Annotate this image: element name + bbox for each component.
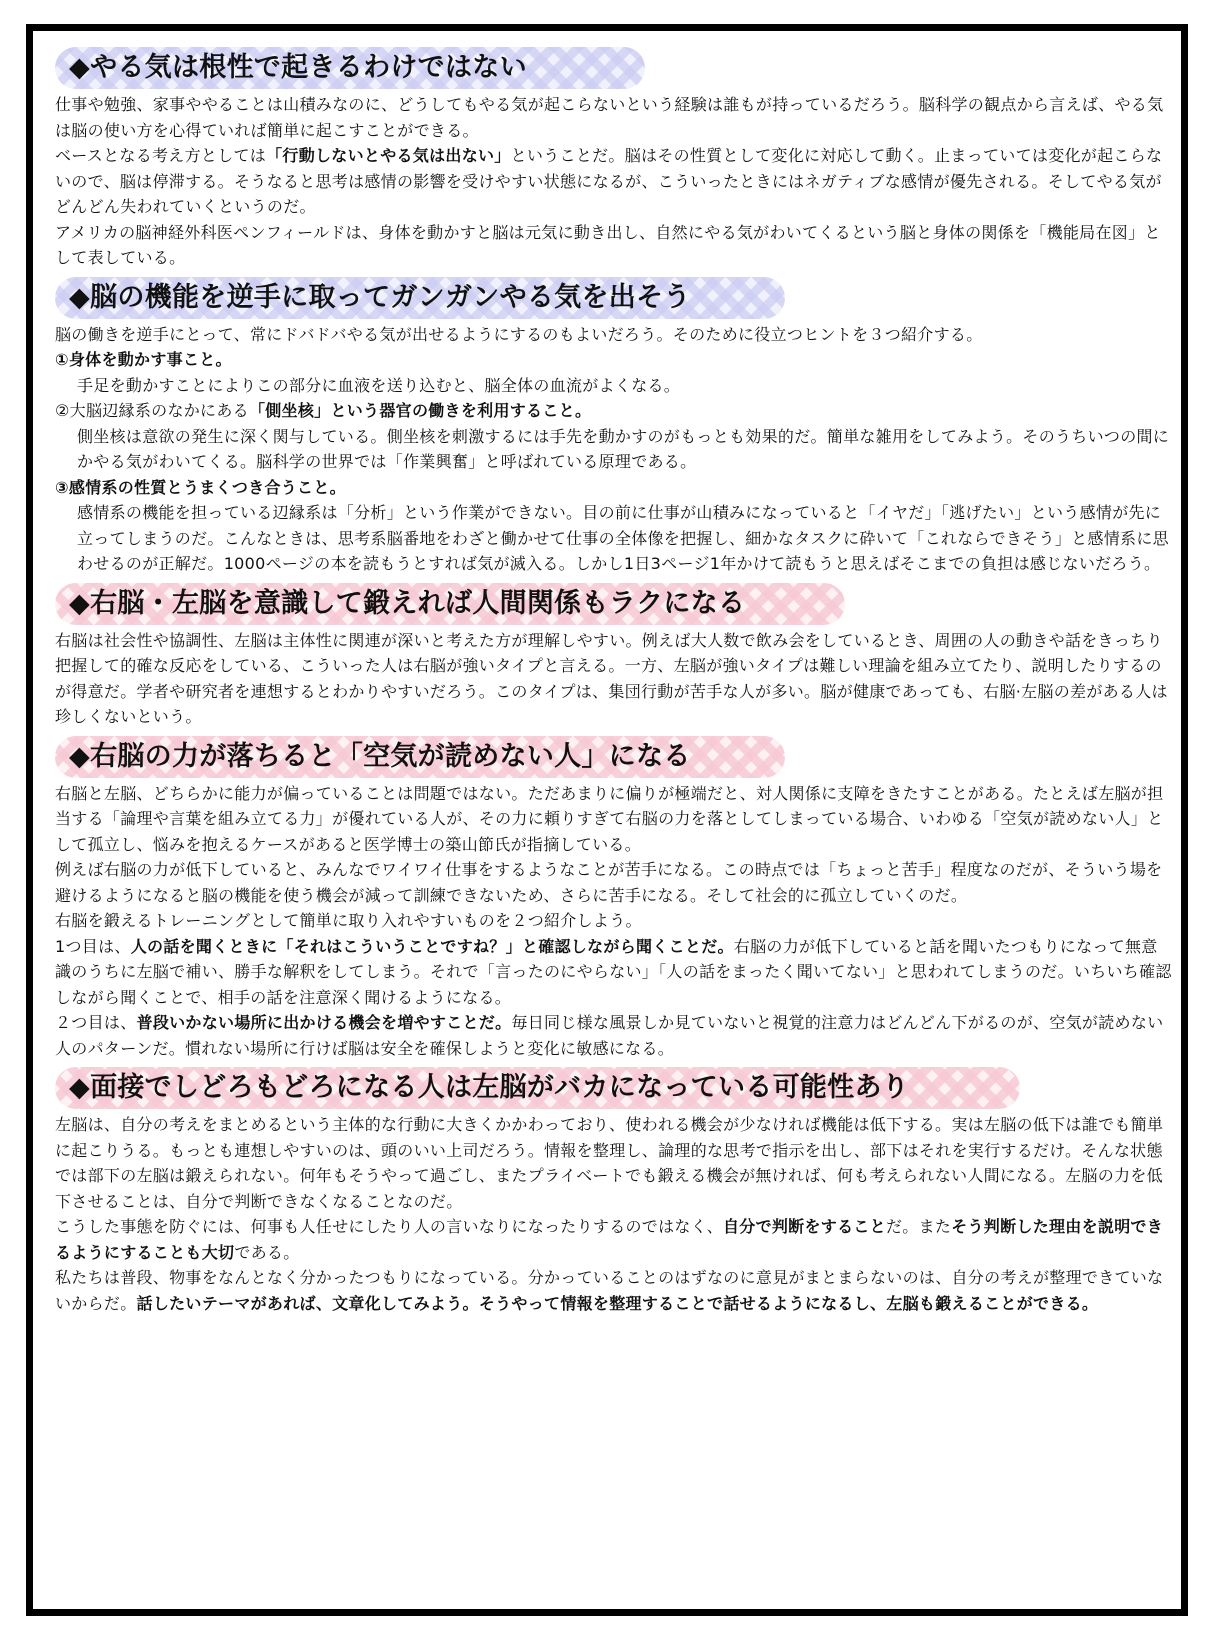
section-heading-left-brain: ◆面接でしどろもどろになる人は左脳がバカになっている可能性あり xyxy=(55,1067,1020,1109)
list-item-body: 手足を動かすことによりこの部分に血液を送り込むと、脳全体の血流がよくなる。 xyxy=(77,375,681,395)
list-item-title: ①身体を動かす事こと。 xyxy=(55,350,232,369)
paragraph: 右脳と左脳、どちらかに能力が偏っていることは問題ではない。ただあまりに偏りが極端だと、対人関係に支障をきたすことがある。たとえば左脳が担当する「論理や言葉を組み立てる力」が優れている人が、その力に頼りすぎて右脳の力を落としてしまっている場合、いわゆる「空気が読めない人」として孤立し、悩みを抱えるケースがあると医学博士の築山節氏が指摘している。 xyxy=(55,783,1164,854)
paragraph: 仕事や勉強、家事ややることは山積みなのに、どうしてもやる気が起こらないという経験は誰もが持っているだろう。脳科学の観点から言えば、やる気は脳の使い方を心得ていれば簡単に起こすことができる。 xyxy=(55,95,1164,140)
paragraph: 脳の働きを逆手にとって、常にドバドバやる気が出せるようにするのもよいだろう。そのために役立つヒントを３つ紹介する。 xyxy=(55,324,983,344)
paragraph: アメリカの脳神経外科医ペンフィールドは、身体を動かすと脳は元気に動き出し、自然にやる気がわいてくるという脳と身体の関係を「機能局在図」として表している。 xyxy=(55,222,1161,267)
paragraph: 例えば右脳の力が低下していると、みんなでワイワイ仕事をするようなことが苦手になる。この時点では「ちょっと苦手」程度なのだが、そういう場を避けるようになると脳の機能を使う機会が減って訓練できないため、さらに苦手になる。そして社会的に孤立していくのだ。 xyxy=(55,860,1163,905)
article xyxy=(55,41,1173,1316)
page-frame xyxy=(26,24,1188,1616)
section-heading-brain-function: ◆脳の機能を逆手に取ってガンガンやる気を出そう xyxy=(55,277,785,319)
paragraph: 左脳は、自分の考えをまとめるという主体的な行動に大きくかかわっており、使われる機会が少なければ機能は低下する。実は左脳の低下は誰でも簡単に起こりうる。もっとも連想しやすいのは、頭のいい上司だろう。情報を整理し、論理的な思考で指示を出し、部下はそれを実行するだけ。そんな状態では部下の左脳は鍛えられない。何年もそうやって過ごし、またプライベートでも鍛える機会が無ければ、何も考えられない人間になる。左脳の力を低下させることは、自分で判断できなくなることなのだ。 xyxy=(55,1115,1164,1211)
paragraph: ２つ目は、普段いかない場所に出かける機会を増やすことだ。毎日同じ様な風景しか見ていないと視覚的注意力はどんどん下がるのが、空気が読めない人のパターンだ。慣れない場所に行けば脳は安全を確保しようと変化に敏感になる。 xyxy=(55,1013,1164,1058)
section-heading-right-left-brain: ◆右脳・左脳を意識して鍛えれば人間関係もラクになる xyxy=(55,583,845,625)
paragraph: 右脳を鍛えるトレーニングとして簡単に取り入れやすいものを２つ紹介しよう。 xyxy=(55,911,642,930)
paragraph: ベースとなる考え方としては「行動しないとやる気は出ない」ということだ。脳はその性質として変化に対応して動く。止まっていては変化が起こらないので、脳は停滞する。そうなると思考は感情の影響を受けやすい状態になるが、こういったときにはネガティブな感情が優先される。そしてやる気がどんどん失われていくというのだ。 xyxy=(55,146,1163,216)
section-heading-motivation: ◆やる気は根性で起きるわけではない xyxy=(55,47,645,89)
section-heading-right-brain: ◆右脳の力が落ちると「空気が読めない人」になる xyxy=(55,736,785,778)
paragraph: 右脳は社会性や協調性、左脳は主体性に関連が深いと考えた方が理解しやすい。例えば大人数で飲み会をしているとき、周囲の人の動きや話をきっちり把握して的確な反応をしている、こういった人は右脳が強いタイプと言える。一方、左脳が強いタイプは難しい理論を組み立てたり、説明したりするのが得意だ。学者や研究者を連想するとわかりやすいだろう。このタイプは、集団行動が苦手な人が多い。脳が健康であっても、右脳·左脳の差がある人は珍しくないという。 xyxy=(55,630,1168,726)
emphasis: 「行動しないとやる気は出ない」 xyxy=(266,146,511,165)
list-item-body: 側坐核は意欲の発生に深く関与している。側坐核を刺激するには手先を動かすのがもっとも効果的だ。簡単な雑用をしてみよう。そのうちいつの間にかやる気がわいてくる。脳科学の世界では「作業興奮」と呼ばれている原理である。 xyxy=(77,426,1170,471)
paragraph: 1つ目は、人の話を聞くときに「それはこういうことですね？」と確認しながら聞くことだ。右脳の力が低下していると話を聞いたつもりになって無意識のうちに左脳で補い、勝手な解釈をしてしまう。それで「言ったのにやらない」「人の話をまったく聞いてない」と思われてしまうのだ。いちいち確認しながら聞くことで、相手の話を注意深く聞けるようになる。 xyxy=(55,936,1172,1007)
list-item-title: ③感情系の性質とうまくつき合うこと。 xyxy=(55,477,346,497)
list-item-body: 感情系の機能を担っている辺縁系は「分析」という作業ができない。目の前に仕事が山積みになっていると「イヤだ」「逃げたい」という感情が先に立ってしまうのだ。こんなときは、思考系脳番地をわざと働かせて仕事の全体像を把握し、細かなタスクに砕いて「これならできそう」と感情系に思わせるのが正解だ。1000ページの本を読もうとすれば気が滅入る。しかし1日3ページ1年かけて読もうと思えばそこまでの負担は感じないだろう。 xyxy=(77,503,1169,573)
paragraph: 私たちは普段、物事をなんとなく分かったつもりになっている。分かっていることのはずなのに意見がまとまらないのは、自分の考えが整理できていないからだ。話したいテーマがあれば、文章化してみよう。そうやって情報を整理することで話せるようになるし、左脳も鍛えることができる。 xyxy=(55,1268,1164,1313)
paragraph: こうした事態を防ぐには、何事も人任せにしたり人の言いなりになったりするのではなく、自分で判断をすることだ。またそう判断した理由を説明できるようにすることも大切である。 xyxy=(55,1217,1164,1262)
list-item-title: ②大脳辺縁系のなかにある「側坐核」という器官の働きを利用すること。 xyxy=(55,401,592,420)
